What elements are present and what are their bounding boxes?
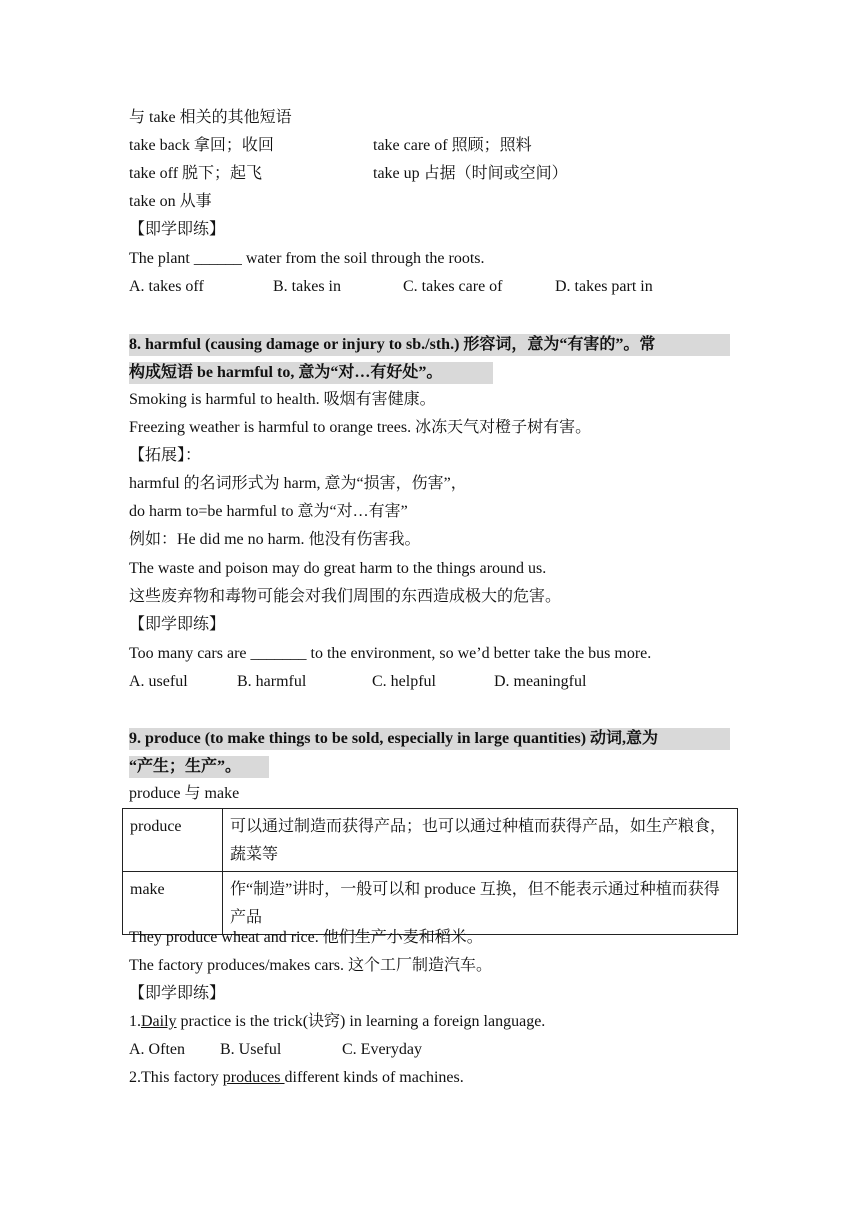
expand-line: 例如：He did me no harm. 他没有伤害我。 — [129, 531, 421, 548]
table-cell-desc: 可以通过制造而获得产品；也可以通过种植而获得产品，如生产粮食，蔬菜等 — [223, 809, 738, 872]
option-a: A. takes off — [129, 278, 204, 295]
option-d: D. takes part in — [555, 278, 653, 295]
section9-heading-line2: “产生；生产”。 — [129, 756, 269, 778]
table-cell-word: produce — [123, 809, 223, 872]
table-cell-desc: 作“制造”讲时，一般可以和 produce 互换，但不能表示通过种植而获得产品 — [223, 872, 738, 935]
practice-question: The plant ______ water from the soil through the roots. — [129, 250, 485, 267]
q2-prefix: 2.This factory — [129, 1069, 223, 1086]
section9-heading-line1 — [129, 728, 730, 750]
phrase-left: take off 脱下；起飞 — [129, 165, 263, 182]
compare-title: produce 与 make — [129, 785, 240, 802]
option-b: B. harmful — [237, 673, 307, 690]
expand-label: 【拓展】： — [129, 447, 202, 464]
phrase-right: take up 占据（时间或空间） — [373, 165, 568, 182]
section9-heading-number: 9. — [129, 730, 141, 747]
table-row — [123, 872, 738, 935]
q2-underlined-word: produces — [222, 1069, 285, 1086]
section8-heading-line2: 构成短语 be harmful to, 意为“对…有好处”。 — [129, 362, 493, 384]
phrase-right: take care of 照顾；照料 — [373, 137, 532, 154]
section8-heading-line1: 8. harmful (causing damage or injury to sb./sth.) 形容词，意为“有害的”。常 — [129, 334, 730, 356]
expand-line: harmful 的名词形式为 harm, 意为“损害，伤害”， — [129, 475, 467, 492]
phrase-row — [129, 136, 729, 156]
practice-question-2 — [129, 1068, 464, 1088]
option-c: C. helpful — [372, 673, 436, 690]
practice-label: 【即学即练】 — [129, 221, 226, 238]
practice-label: 【即学即练】 — [129, 985, 226, 1002]
option-c: C. takes care of — [403, 278, 503, 295]
q1-underlined-word: Daily — [141, 1013, 177, 1030]
expand-line: The waste and poison may do great harm to the things around us. — [129, 560, 547, 577]
table-row — [123, 809, 738, 872]
option-b: B. takes in — [273, 278, 341, 295]
practice-question-1 — [129, 1012, 545, 1032]
practice-question: Too many cars are _______ to the environment, so we’d better take the bus more. — [129, 645, 652, 662]
section9-example2: The factory produces/makes cars. 这个工厂制造汽车。 — [129, 957, 493, 974]
expand-line: 这些废弃物和毒物可能会对我们周围的东西造成极大的危害。 — [129, 588, 562, 605]
q1-prefix: 1. — [129, 1013, 141, 1030]
option-b: B. Useful — [220, 1041, 282, 1058]
q1-rest: practice is the trick(诀窍) in learning a foreign language. — [176, 1013, 546, 1030]
phrase-left: take back 拿回；收回 — [129, 137, 274, 154]
option-c: C. Everyday — [342, 1041, 422, 1058]
q2-rest: different kinds of machines. — [284, 1069, 464, 1086]
section8-example2: Freezing weather is harmful to orange trees. 冰冻天气对橙子树有害。 — [129, 419, 592, 436]
section9-heading-text: produce (to make things to be sold, especially in large quantities) 动词,意为 — [141, 730, 659, 747]
table-cell-word: make — [123, 872, 223, 935]
section8-example1: Smoking is harmful to health. 吸烟有害健康。 — [129, 391, 436, 408]
comparison-table — [122, 808, 738, 935]
practice-label: 【即学即练】 — [129, 616, 226, 633]
option-d: D. meaningful — [494, 673, 587, 690]
expand-line: do harm to=be harmful to 意为“对…有害” — [129, 503, 408, 520]
option-a: A. Often — [129, 1041, 185, 1058]
option-a: A. useful — [129, 673, 188, 690]
take-phrases-heading: 与 take 相关的其他短语 — [129, 109, 292, 126]
phrase-left: take on 从事 — [129, 193, 212, 210]
phrase-row — [129, 192, 212, 212]
phrase-row — [129, 164, 729, 184]
section9-example1: They produce wheat and rice. 他们生产小麦和稻米。 — [129, 929, 483, 946]
